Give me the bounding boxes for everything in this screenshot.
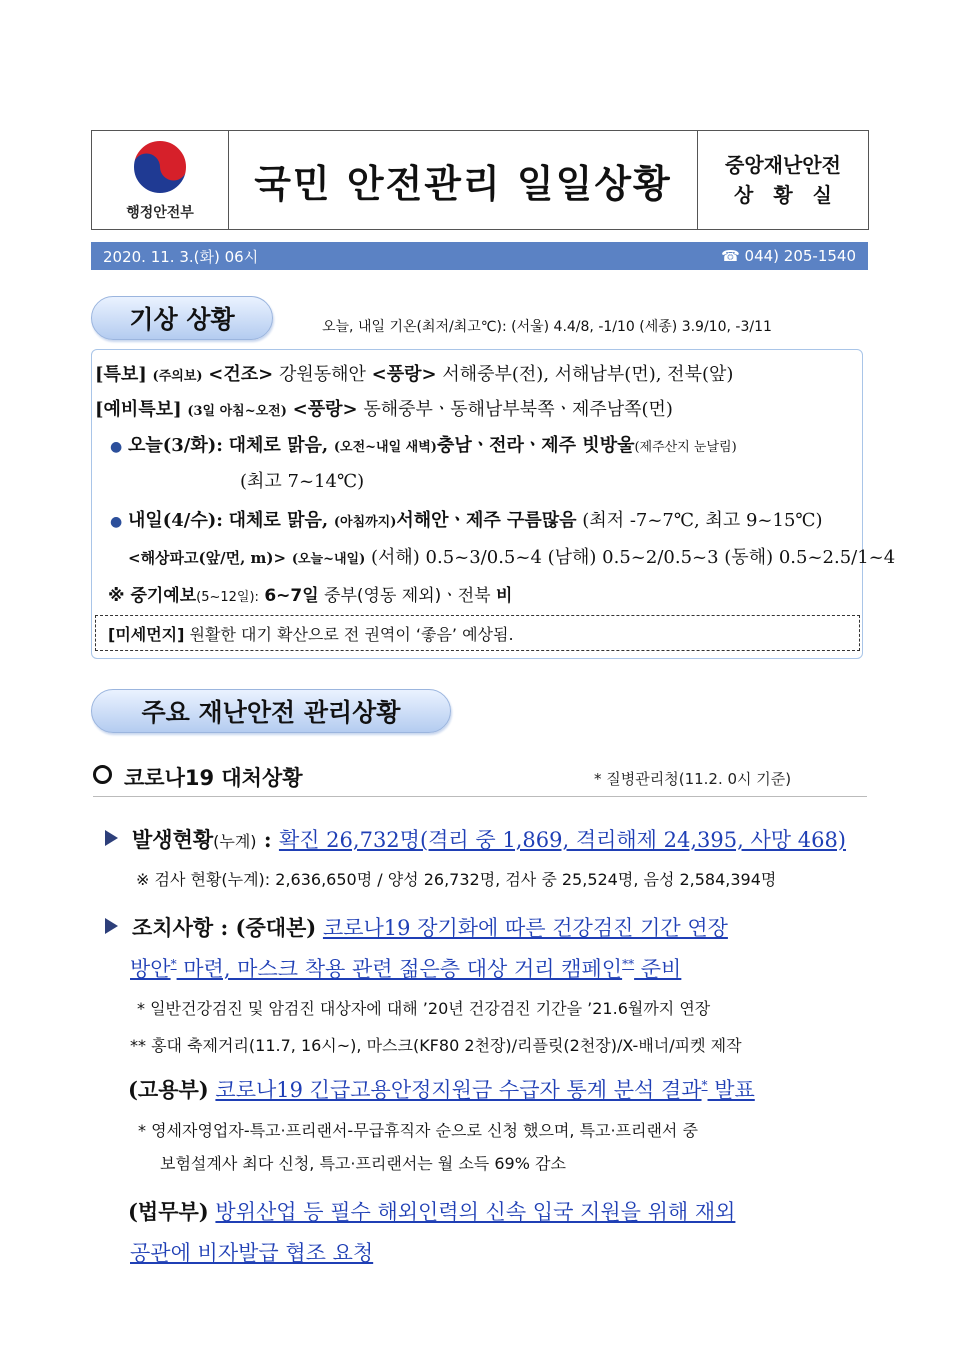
warning-line [95, 360, 733, 386]
status-sub: (누계) [213, 832, 257, 851]
corona-title [93, 762, 303, 792]
header-box [91, 130, 869, 230]
status-label: 발생현황 [132, 828, 214, 852]
labor-row: (고용부) 코로나19 긴급고용안정지원금 수급자 통계 분석 결과* 발표 [128, 1077, 755, 1102]
warning-level: (주의보) [152, 369, 203, 384]
today-temp: (최고 7~14℃) [240, 471, 365, 492]
today-time: (오전~내일 새벽) [333, 440, 437, 455]
labor-note-2: 보험설계사 최다 신청, 특고·프리랜서는 월 소득 69% 감소 [160, 1154, 566, 1173]
temperature-summary: 오늘, 내일 기온(최저/최고℃): (서울) 4.4/8, -1/10 (세종) 3.9/10, -3/11 [322, 319, 772, 335]
today-label: 오늘(3/화): [127, 435, 223, 456]
labor-label: (고용부) [128, 1077, 209, 1102]
taegeuk-logo-icon [131, 138, 189, 196]
today-region: 충남ㆍ전라ㆍ제주 빗방울 [436, 435, 635, 456]
justice-row [128, 1196, 735, 1226]
pre-wind-area: 동해중부ㆍ동해남부북쪽ㆍ제주남쪽(먼) [363, 399, 673, 420]
measures-line1: 코로나19 장기화에 따른 건강검진 기간 연장 [322, 916, 728, 940]
labor-text: 코로나19 긴급고용안정지원금 수급자 통계 분석 결과 [215, 1078, 702, 1102]
page-title: 국민 안전관리 일일상황 [254, 161, 672, 206]
date-bar [91, 242, 868, 270]
wind-tag: <풍랑> [371, 364, 437, 385]
dry-tag: <건조> [208, 364, 274, 385]
pre-wind-tag: <풍랑> [292, 399, 358, 420]
pre-warning-time: (3일 아침~오전) [187, 404, 287, 419]
warning-label: [특보] [95, 364, 147, 385]
tomorrow-time: (아침까지) [333, 515, 397, 530]
tomorrow-line [110, 506, 823, 532]
mid-range: (5~12일): [196, 590, 259, 605]
org-name-line1: 중앙재난안전 [725, 153, 841, 177]
wave-values: (서해) 0.5~3/0.5~4 (남해) 0.5~2/0.5~3 (동해) 0.5~2.5/1~4 [370, 547, 896, 568]
measures-line2a: 방안 [130, 957, 171, 981]
tomorrow-region: 서해안ㆍ제주 구름많음 [396, 510, 577, 531]
labor-note-1: * 영세자영업자-특고·프리랜서-무급휴직자 순으로 신청 했으며, 특고·프리랜서 중 [138, 1121, 698, 1140]
report-date: 2020. 11. 3.(화) 06시 [103, 247, 259, 266]
measures-line2b: 마련, 마스크 착용 관련 젊은층 대상 거리 캠페인 [176, 957, 623, 981]
bullet-icon: ● [110, 514, 123, 530]
fine-dust-box [95, 615, 860, 651]
divider [93, 796, 867, 797]
status-value: 확진 26,732명(격리 중 1,869, 격리해제 24,395, 사망 468) [278, 828, 846, 852]
ring-bullet-icon [93, 765, 112, 784]
wave-label: <해상파고(앞/먼, m)> [128, 549, 287, 567]
test-note: ※ 검사 현황(누계): 2,636,650명 / 양성 26,732명, 검사 중 25,524명, 음성 2,584,394명 [136, 870, 777, 889]
justice-label: (법무부) [128, 1199, 209, 1224]
dust-label: [미세먼지] [108, 624, 185, 644]
wave-time: (오늘~내일) [291, 552, 366, 567]
corona-source: * 질병관리청(11.2. 0시 기준) [594, 770, 792, 788]
note-2: ** 홍대 축제거리(11.7, 16시~), 마스크(KF80 2천장)/리플릿(2천장)/X-배너/피켓 제작 [130, 1036, 742, 1055]
mid-rain: 비 [495, 586, 513, 606]
logo-name: 행정안전부 [126, 205, 194, 221]
mid-label: ※ 중기예보 [108, 586, 197, 606]
title-cell [229, 131, 698, 229]
triangle-bullet-icon [105, 830, 118, 846]
mid-forecast-line [108, 581, 512, 606]
triangle-bullet-icon [105, 918, 118, 934]
corona-title-text: 코로나19 대처상황 [124, 766, 303, 790]
disaster-heading: 주요 재난안전 관리상황 [91, 689, 451, 733]
logo-cell [92, 131, 229, 229]
mid-days: 6~7일 [264, 586, 319, 606]
status-colon: : [256, 827, 279, 852]
today-line [110, 431, 737, 457]
note-1: * 일반건강검진 및 암검진 대상자에 대해 ’20년 건강검진 기간을 ’21.6월까지 연장 [137, 999, 711, 1018]
measures-label: 조치사항 : (중대본) [132, 915, 317, 940]
mid-area: 중부(영동 제외)ㆍ전북 [324, 586, 491, 606]
weather-heading: 기상 상황 [91, 296, 273, 340]
pre-warning-line [95, 395, 673, 421]
wind-area: 서해중부(전), 서해남부(먼), 전북(앞) [442, 364, 734, 385]
contact-phone: ☎ 044) 205-1540 [721, 247, 856, 265]
today-main: 대체로 맑음, [228, 435, 329, 456]
justice-line2: 공관에 비자발급 협조 요청 [130, 1241, 374, 1265]
bullet-icon: ● [110, 439, 123, 455]
pre-warning-label: [예비특보] [95, 399, 182, 420]
wave-line [128, 543, 895, 569]
status-row [105, 824, 846, 854]
labor-text-2: 발표 [707, 1078, 755, 1102]
tomorrow-temp: (최저 -7~7℃, 최고 9~15℃) [582, 510, 823, 531]
org-name-line2: 상 황 실 [734, 183, 832, 207]
tomorrow-main: 대체로 맑음, [228, 510, 329, 531]
measures-row [105, 912, 728, 942]
dust-text: 원활한 대기 확산으로 전 권역이 ‘좋음’ 예상됨. [189, 624, 514, 644]
measures-line2c: 준비 [634, 957, 682, 981]
tomorrow-label: 내일(4/수): [127, 510, 223, 531]
measures-row-2: 방안* 마련, 마스크 착용 관련 젊은층 대상 거리 캠페인** 준비 [130, 957, 682, 981]
justice-row-2 [130, 1237, 373, 1267]
dry-area: 강원동해안 [278, 364, 366, 385]
justice-line1: 방위산업 등 필수 해외인력의 신속 입국 지원을 위해 재외 [215, 1200, 736, 1224]
today-note: (제주산지 눈날림) [634, 440, 737, 455]
org-cell [698, 131, 868, 229]
